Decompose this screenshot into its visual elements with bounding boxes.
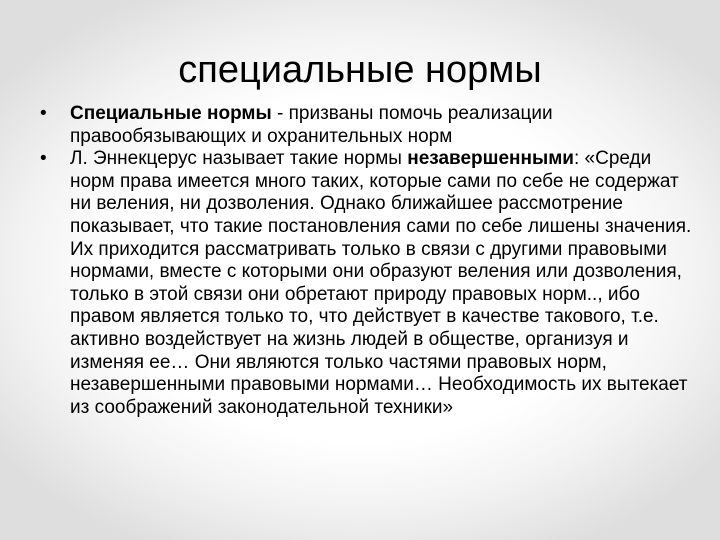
bullet-item-special-norms [36, 103, 692, 148]
bullet-list [36, 103, 692, 419]
bullet-marker: • [40, 148, 47, 170]
bullet-term: Специальные нормы [70, 103, 272, 124]
bullet-marker: • [40, 103, 47, 124]
bullet-lead: Л. Эннекцерус называет такие нормы [70, 148, 408, 170]
slide-title: специальные нормы [178, 49, 542, 91]
bullet-text: : «Среди норм права имеется много таких, которые сами по себе не содержат ни веления, ни дозволения. Однако ближайшее рассмотрение показывает, что такие постановления сами по себе лишены значения. Их приходится рассматривать только в связи с другими правовыми нормами, вместе с которыми они образуют веления или дозволения, только в этой связи они обретают природу правовых норм.., ибо правом является только то, что действует в качестве такового, т.е. активно воздействует на жизнь людей в обществе, организуя и изменяя ее… Они являются только частями правовых норм, незавершенными правовыми нормами… Необходимость их вытекает из соображений законодательной техники» [70, 148, 692, 418]
bullet-item-enneccerus-quote [36, 148, 692, 419]
bullet-term: незавершенными [407, 148, 574, 170]
bullet-text: - призваны помочь реализации правообязывающих и охранительных норм [70, 103, 553, 147]
